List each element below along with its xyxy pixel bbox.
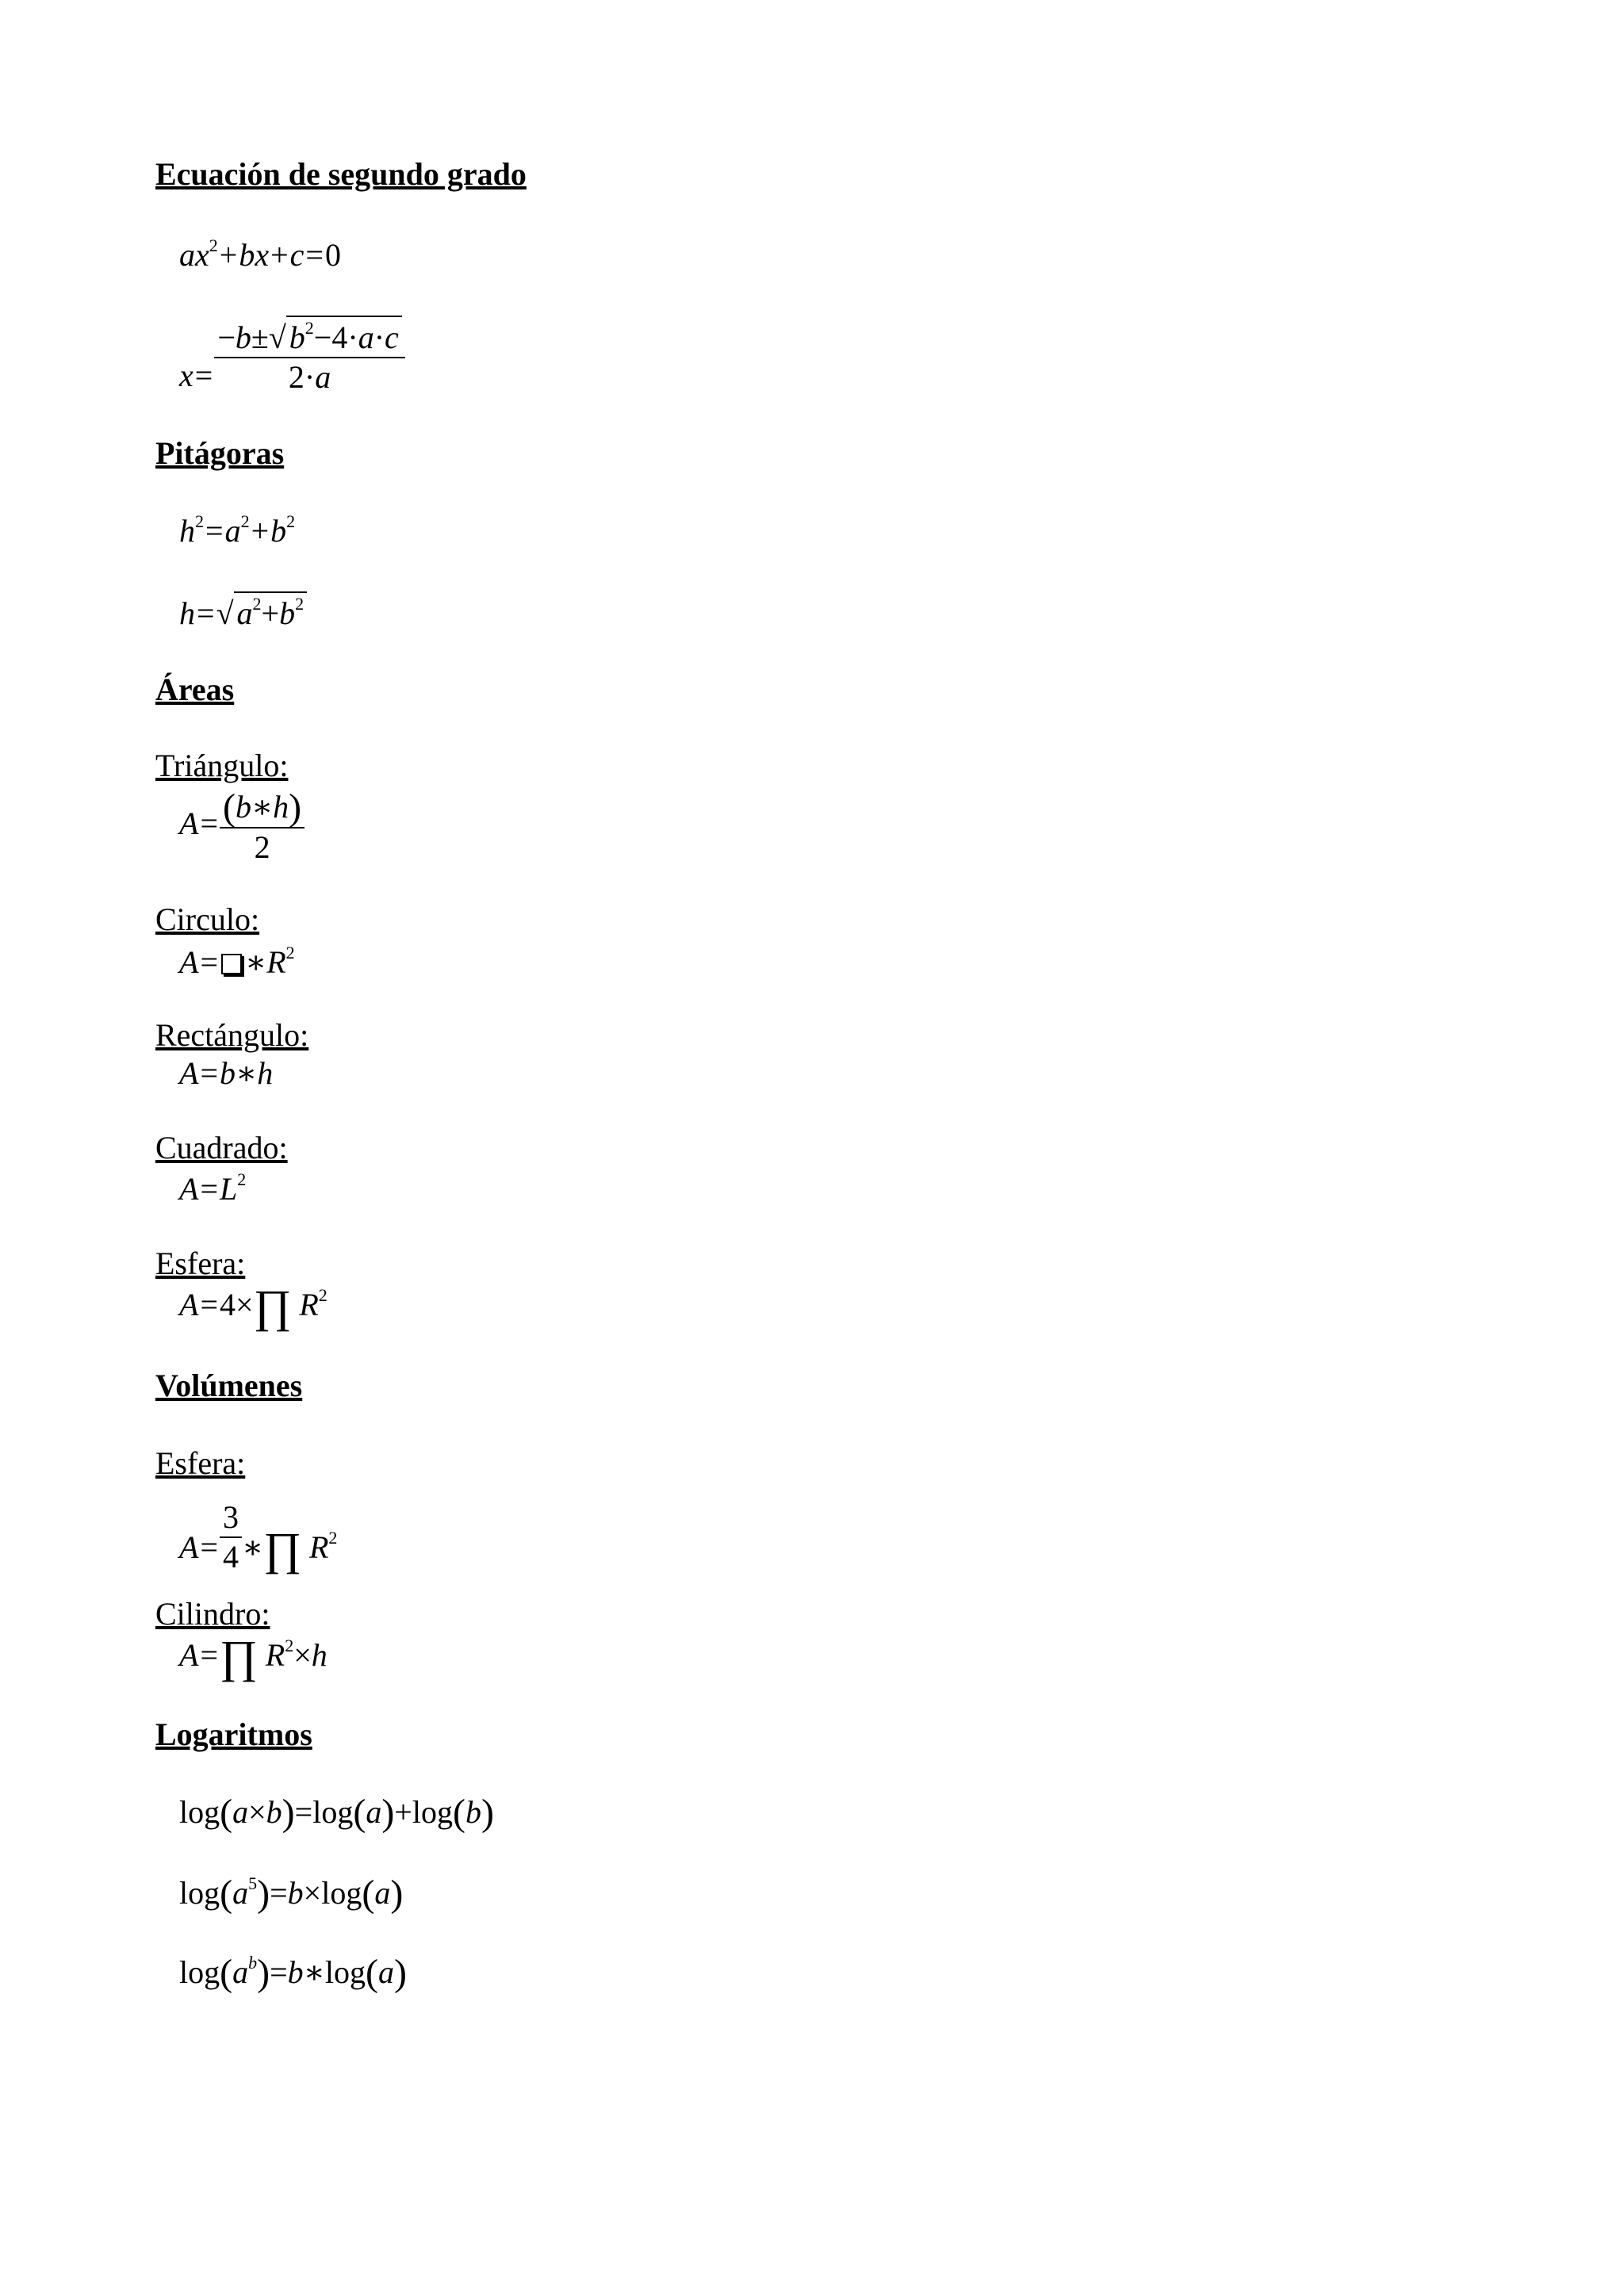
label-sphere-volume: Esfera:: [155, 1445, 246, 1481]
heading-logarithms: Logaritmos: [155, 1716, 312, 1752]
heading-quadratic: Ecuación de segundo grado: [155, 156, 527, 192]
heading-volumes: Volúmenes: [155, 1368, 303, 1403]
formula-sphere-area: A=4×∏ $R^2$: [179, 1280, 327, 1332]
formula-log-power-b: $\log(a^b)=b∗\log(a)$: [179, 1952, 407, 1994]
formula-pythagoras-squared: $h^2=a^2+b^2$: [179, 511, 296, 549]
formula-quadratic-general: $ax^2+bx+c=0$: [179, 235, 341, 273]
formula-square-area: $A=L^2$: [179, 1169, 247, 1207]
formula-pythagoras-root: h=√ $a^2+b^2$: [179, 591, 307, 633]
formula-log-product: log(a×b)=log(a)+log(b): [179, 1792, 494, 1834]
formula-circle-area: $A= ∗R^2$: [179, 943, 295, 980]
missing-glyph-box-icon: [221, 954, 242, 974]
heading-areas: Áreas: [155, 672, 235, 707]
formula-cylinder-volume: A=∏ $R^2\times h$: [179, 1631, 327, 1682]
formula-quadratic-solution: x= $\frac{-b\pm√ b^2-4\cdot a\cdot c}{2\cdot a}$: [179, 316, 405, 396]
label-sphere-area: Esfera:: [155, 1246, 246, 1281]
formula-log-power-5: $\log(a^5)=b\times\log(a)$: [179, 1873, 404, 1915]
formula-sphere-volume: A= $\frac{3}{4}$ ∗∏ $R^2$: [179, 1499, 338, 1575]
label-cylinder: Cilindro:: [155, 1596, 270, 1632]
label-square: Cuadrado:: [155, 1130, 288, 1165]
label-rectangle: Rectángulo:: [155, 1017, 309, 1053]
label-triangle: Triángulo:: [155, 748, 289, 783]
label-circle: Circulo:: [155, 901, 260, 937]
heading-pythagoras: Pitágoras: [155, 435, 285, 471]
formula-rectangle-area: A=b∗h: [179, 1055, 274, 1091]
formula-triangle-area: A= $\frac{(b∗h)}{2}$: [179, 788, 304, 867]
